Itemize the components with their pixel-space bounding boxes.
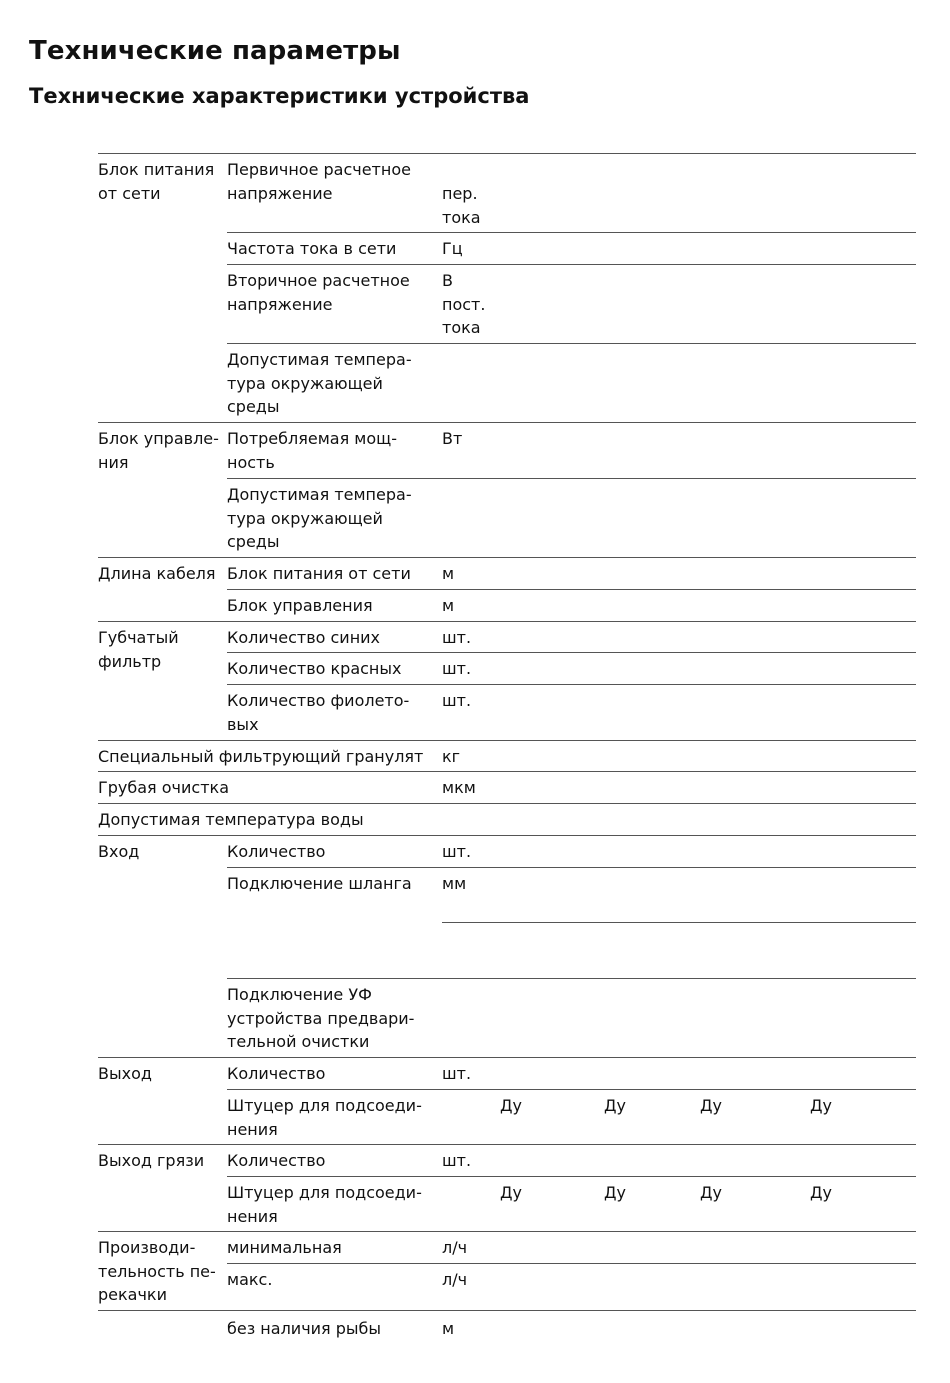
row-unit-inlet-count: шт. xyxy=(442,842,472,861)
row-label-ambient-temp: Допустимая темпера- тура окружающей среды xyxy=(227,350,412,416)
rule xyxy=(227,478,916,479)
rule xyxy=(98,803,916,804)
dn-cell: Ду xyxy=(604,1096,626,1115)
rule xyxy=(227,1263,916,1264)
group-label-control-unit: Блок управле- ния xyxy=(98,429,219,472)
dn-cell: Ду xyxy=(500,1096,522,1115)
row-unit-coarse: мкм xyxy=(442,778,476,797)
row-label-min: минимальная xyxy=(227,1238,342,1257)
row-unit-power: Вт xyxy=(442,429,463,448)
rule xyxy=(98,771,916,772)
rule xyxy=(98,1057,916,1058)
row-label-blue: Количество синих xyxy=(227,628,381,647)
row-label-coarse: Грубая очистка xyxy=(98,778,229,797)
rule xyxy=(227,264,916,265)
rule xyxy=(98,557,916,558)
row-unit-frequency: Гц xyxy=(442,239,463,258)
row-unit-min: л/ч xyxy=(442,1238,468,1257)
rule xyxy=(98,1231,916,1232)
row-label-power: Потребляемая мощ- ность xyxy=(227,429,397,472)
dn-cell: Ду xyxy=(810,1183,832,1202)
group-label-pump-capacity: Производи- тельность пе- рекачки xyxy=(98,1238,216,1304)
row-unit-violet: шт. xyxy=(442,691,472,710)
rule xyxy=(227,684,916,685)
row-label-water-temp: Допустимая температура воды xyxy=(98,810,364,829)
rule xyxy=(98,1144,916,1145)
row-label-outlet-count: Количество xyxy=(227,1064,326,1083)
row-unit-dirt-count: шт. xyxy=(442,1151,472,1170)
dn-cell: Ду xyxy=(700,1183,722,1202)
rule xyxy=(227,652,916,653)
rule xyxy=(227,589,916,590)
row-label-frequency: Частота тока в сети xyxy=(227,239,397,258)
dn-cell: Ду xyxy=(500,1183,522,1202)
row-label-outlet-fitting: Штуцер для подсоеди- нения xyxy=(227,1096,422,1139)
group-label-outlet: Выход xyxy=(98,1064,152,1083)
row-label-uv: Подключение УФ устройства предвари- тельной очистки xyxy=(227,985,415,1051)
rule xyxy=(98,153,916,154)
row-label-ambient-temp: Допустимая темпера- тура окружающей среды xyxy=(227,485,412,551)
row-label-red: Количество красных xyxy=(227,659,402,678)
row-unit-hose: мм xyxy=(442,874,467,893)
page-title: Технические параметры xyxy=(29,36,401,66)
rule xyxy=(227,978,916,979)
row-unit-granulate: кг xyxy=(442,747,461,766)
group-label-inlet: Вход xyxy=(98,842,140,861)
row-unit-blue: шт. xyxy=(442,628,472,647)
row-label-granulate: Специальный фильтрующий гранулят xyxy=(98,747,424,766)
rule xyxy=(227,1176,916,1177)
row-unit-max: л/ч xyxy=(442,1270,468,1289)
row-unit-cable-psu: м xyxy=(442,564,455,583)
rule xyxy=(98,1310,916,1311)
rule xyxy=(98,835,916,836)
rule xyxy=(227,1089,916,1090)
row-unit-cable-control: м xyxy=(442,596,455,615)
rule xyxy=(98,740,916,741)
rule xyxy=(98,422,916,423)
row-label-max: макс. xyxy=(227,1270,273,1289)
row-unit-red: шт. xyxy=(442,659,472,678)
row-label-hose: Подключение шланга xyxy=(227,874,412,893)
group-label-sponge-filter: Губчатый фильтр xyxy=(98,628,179,671)
row-label-primary-voltage: Первичное расчетное напряжение xyxy=(227,160,411,203)
rule xyxy=(227,343,916,344)
dn-cell: Ду xyxy=(810,1096,832,1115)
rule xyxy=(227,867,916,868)
row-unit-secondary-voltage: В пост. тока xyxy=(442,271,486,337)
dn-cell: Ду xyxy=(604,1183,626,1202)
group-label-cable-length: Длина кабеля xyxy=(98,564,216,583)
row-unit-head: м xyxy=(442,1319,455,1338)
row-label-cable-control: Блок управления xyxy=(227,596,373,615)
rule xyxy=(98,621,916,622)
page-subtitle: Технические характеристики устройства xyxy=(29,84,530,108)
row-label-dirt-fitting: Штуцер для подсоеди- нения xyxy=(227,1183,422,1226)
group-label-dirt-outlet: Выход грязи xyxy=(98,1151,205,1170)
rule xyxy=(227,232,916,233)
row-label-cable-psu: Блок питания от сети xyxy=(227,564,411,583)
dn-cell: Ду xyxy=(700,1096,722,1115)
row-label-violet: Количество фиолето- вых xyxy=(227,691,410,734)
row-label-head: без наличия рыбы xyxy=(227,1319,382,1338)
row-unit-outlet-count: шт. xyxy=(442,1064,472,1083)
rule xyxy=(442,922,916,923)
group-label-power-supply: Блок питания от сети xyxy=(98,160,215,203)
row-label-inlet-count: Количество xyxy=(227,842,326,861)
row-unit-primary-voltage: пер. тока xyxy=(442,184,481,227)
row-label-secondary-voltage: Вторичное расчетное напряжение xyxy=(227,271,410,314)
row-label-dirt-count: Количество xyxy=(227,1151,326,1170)
